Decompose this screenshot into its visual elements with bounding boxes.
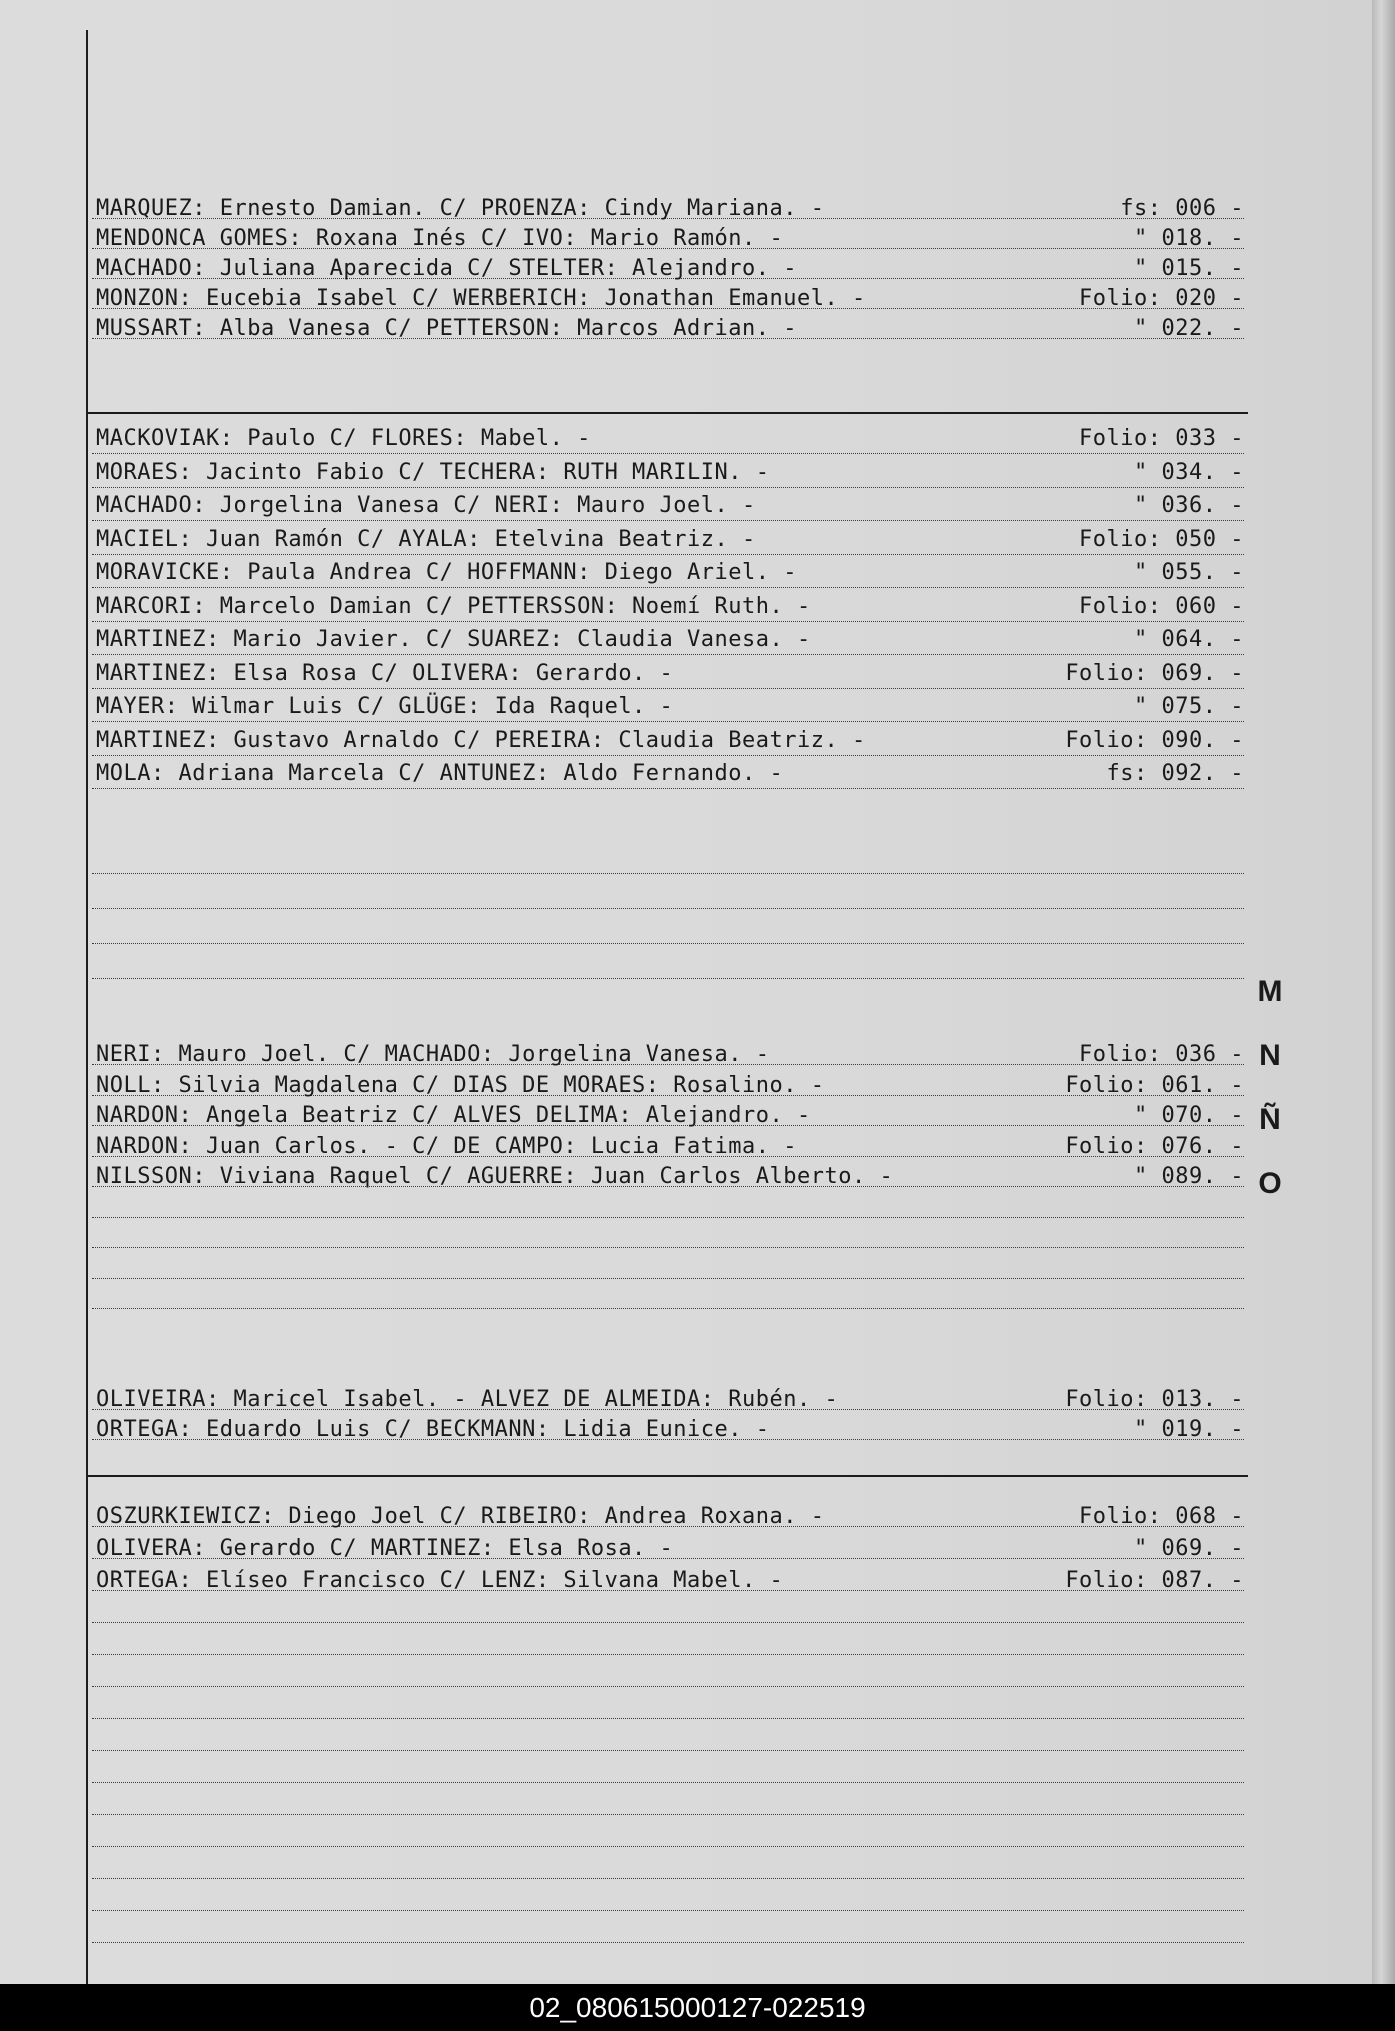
entry-folio: " 075. - — [1134, 694, 1244, 719]
entry-names: NARDON: Angela Beatriz C/ ALVES DELIMA: Alejandro. - — [96, 1103, 811, 1128]
index-tab-n: N — [1259, 1039, 1281, 1072]
ruled-line — [92, 1718, 1244, 1719]
entry-row — [96, 1381, 1244, 1415]
entry-row — [96, 1128, 1244, 1162]
entry-folio: " 064. - — [1134, 627, 1244, 652]
ruled-line — [92, 1942, 1244, 1943]
entry-names: MARTINEZ: Elsa Rosa C/ OLIVERA: Gerardo. - — [96, 660, 674, 686]
entry-row — [96, 1498, 1244, 1532]
section-divider — [88, 1475, 1248, 1477]
entry-folio: " 036. - — [1134, 493, 1244, 518]
ruled-line — [92, 1686, 1244, 1687]
entry-row — [96, 454, 1244, 488]
entry-folio: fs: 006 - — [1120, 196, 1244, 221]
entry-folio: fs: 092. - — [1106, 761, 1244, 786]
ruled-line — [92, 1750, 1244, 1751]
ruled-line — [92, 1278, 1244, 1279]
index-tab-m: M — [1257, 975, 1283, 1008]
entry-folio: " 069. - — [1134, 1536, 1244, 1561]
ruled-line — [92, 1910, 1244, 1911]
index-tab-enye: Ñ — [1259, 1103, 1281, 1136]
ruled-line — [92, 1878, 1244, 1879]
entry-names: MACKOVIAK: Paulo C/ FLORES: Mabel. - — [96, 426, 591, 451]
entry-folio: " 022. - — [1134, 316, 1244, 341]
entry-names: MARTINEZ: Gustavo Arnaldo C/ PEREIRA: Claudia Beatriz. - — [96, 727, 866, 753]
entry-names: OLIVERA: Gerardo C/ MARTINEZ: Elsa Rosa. - — [96, 1536, 674, 1561]
entry-folio: " 015. - — [1134, 256, 1244, 281]
ruled-line — [92, 908, 1244, 909]
entry-folio: Folio: 087. - — [1065, 1568, 1244, 1593]
entry-folio: Folio: 020 - — [1079, 286, 1244, 311]
entry-row — [96, 1097, 1244, 1131]
entry-folio: Folio: 060 - — [1079, 593, 1244, 619]
entry-names: MACHADO: Juliana Aparecida C/ STELTER: Alejandro. - — [96, 256, 798, 281]
entry-row — [96, 1411, 1244, 1445]
entry-names: MOLA: Adriana Marcela C/ ANTUNEZ: Aldo Fernando. - — [96, 761, 784, 786]
entry-names: MONZON: Eucebia Isabel C/ WERBERICH: Jonathan Emanuel. - — [96, 286, 866, 311]
entry-row — [96, 487, 1244, 521]
entry-names: MORAVICKE: Paula Andrea C/ HOFFMANN: Diego Ariel. - — [96, 560, 798, 585]
ruled-line — [92, 1654, 1244, 1655]
entry-folio: " 018. - — [1134, 226, 1244, 251]
ruled-line — [92, 1217, 1244, 1218]
margin-line — [86, 30, 88, 1984]
entry-row — [96, 521, 1244, 555]
ruled-line — [92, 1846, 1244, 1847]
ruled-line — [92, 1247, 1244, 1248]
entry-row — [96, 420, 1244, 454]
entry-row — [96, 1067, 1244, 1101]
entry-names: NERI: Mauro Joel. C/ MACHADO: Jorgelina Vanesa. - — [96, 1042, 770, 1067]
entry-folio: " 070. - — [1134, 1103, 1244, 1128]
ruled-line — [92, 1622, 1244, 1623]
entry-folio: Folio: 033 - — [1079, 426, 1244, 451]
footer-code: 02_080615000127-022519 — [529, 1992, 866, 2023]
entry-row — [96, 554, 1244, 588]
ruled-line — [92, 1782, 1244, 1783]
index-tabs — [1250, 960, 1290, 1216]
entry-folio: " 089. - — [1134, 1164, 1244, 1189]
entry-row — [96, 1158, 1244, 1192]
ruled-line — [92, 1308, 1244, 1309]
entry-folio: Folio: 036 - — [1079, 1042, 1244, 1067]
entry-row — [96, 220, 1244, 254]
entry-names: OSZURKIEWICZ: Diego Joel C/ RIBEIRO: Andrea Roxana. - — [96, 1504, 825, 1529]
entry-folio: Folio: 013. - — [1065, 1387, 1244, 1412]
entry-names: ORTEGA: Elíseo Francisco C/ LENZ: Silvana Mabel. - — [96, 1568, 784, 1593]
entry-names: MENDONCA GOMES: Roxana Inés C/ IVO: Mario Ramón. - — [96, 226, 784, 251]
ruled-line — [92, 873, 1244, 874]
index-tab-o: O — [1258, 1167, 1282, 1200]
entry-names: MORAES: Jacinto Fabio C/ TECHERA: RUTH MARILIN. - — [96, 459, 770, 485]
section-divider — [88, 412, 1248, 414]
entry-names: NARDON: Juan Carlos. - C/ DE CAMPO: Lucia Fatima. - — [96, 1133, 798, 1159]
entry-folio: " 034. - — [1134, 459, 1244, 485]
entry-names: MACHADO: Jorgelina Vanesa C/ NERI: Mauro Joel. - — [96, 493, 756, 518]
entry-row — [96, 250, 1244, 284]
entry-row — [96, 190, 1244, 224]
entry-row — [96, 688, 1244, 722]
entry-names: NILSSON: Viviana Raquel C/ AGUERRE: Juan Carlos Alberto. - — [96, 1164, 894, 1189]
page-edge — [1372, 0, 1395, 1984]
entry-folio: Folio: 090. - — [1065, 727, 1244, 753]
entry-names: ORTEGA: Eduardo Luis C/ BECKMANN: Lidia Eunice. - — [96, 1417, 770, 1442]
ruled-line — [92, 943, 1244, 944]
entry-folio: Folio: 068 - — [1079, 1504, 1244, 1529]
entry-row — [96, 1530, 1244, 1564]
entry-row — [96, 1036, 1244, 1070]
entry-names: MAYER: Wilmar Luis C/ GLÜGE: Ida Raquel. - — [96, 694, 674, 719]
entry-row — [96, 588, 1244, 622]
entry-folio: " 055. - — [1134, 560, 1244, 585]
entry-row — [96, 722, 1244, 756]
ruled-line — [92, 1814, 1244, 1815]
entry-names: MUSSART: Alba Vanesa C/ PETTERSON: Marcos Adrian. - — [96, 316, 798, 341]
entry-folio: Folio: 076. - — [1065, 1133, 1244, 1159]
entry-row — [96, 1562, 1244, 1596]
entry-names: NOLL: Silvia Magdalena C/ DIAS DE MORAES: Rosalino. - — [96, 1072, 825, 1098]
entry-folio: " 019. - — [1134, 1417, 1244, 1442]
entry-names: MARCORI: Marcelo Damian C/ PETTERSSON: Noemí Ruth. - — [96, 593, 811, 619]
entry-folio: Folio: 069. - — [1065, 660, 1244, 686]
entry-names: MACIEL: Juan Ramón C/ AYALA: Etelvina Beatriz. - — [96, 526, 756, 552]
entry-folio: Folio: 050 - — [1079, 526, 1244, 552]
entry-row — [96, 755, 1244, 789]
entry-names: MARTINEZ: Mario Javier. C/ SUAREZ: Claudia Vanesa. - — [96, 627, 811, 652]
entry-row — [96, 655, 1244, 689]
entry-row — [96, 310, 1244, 344]
entry-names: MARQUEZ: Ernesto Damian. C/ PROENZA: Cindy Mariana. - — [96, 196, 825, 221]
entry-names: OLIVEIRA: Maricel Isabel. - ALVEZ DE ALMEIDA: Rubén. - — [96, 1387, 839, 1412]
entry-folio: Folio: 061. - — [1065, 1072, 1244, 1098]
ruled-line — [92, 978, 1244, 979]
scan-footer — [0, 1984, 1395, 2031]
entry-row — [96, 280, 1244, 314]
entry-row — [96, 621, 1244, 655]
